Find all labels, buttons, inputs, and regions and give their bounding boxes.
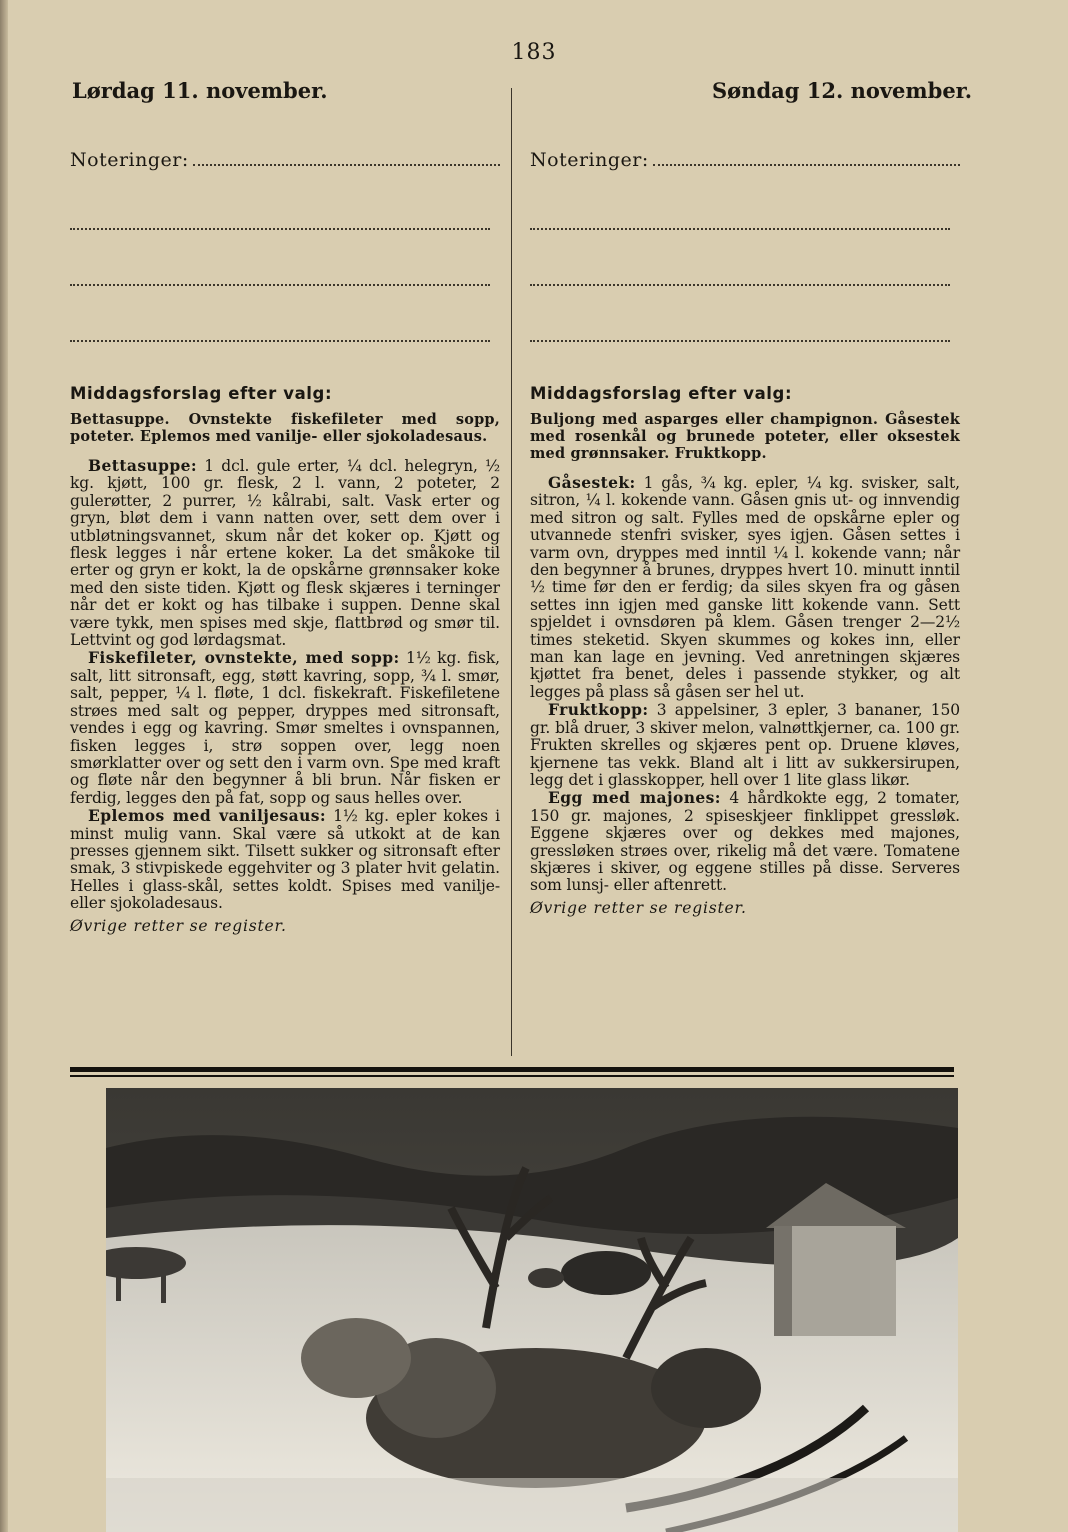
recipe-paragraph [530, 474, 960, 701]
register-note: Øvrige retter se register. [70, 916, 287, 935]
recipe-paragraph [530, 789, 960, 894]
blank-note-line [70, 226, 490, 230]
register-note: Øvrige retter se register. [530, 898, 747, 917]
recipe-body: 4 hårdkokte egg, 2 tomater, 150 gr. majones, 2 spiseskjeer finklippet gressløk. Eggene skjæres over og dekkes med majones, gressløken strøes over, rikelig må det være. Tomatene skjæres i skiver, og eggene stilles på disse. Serveres som lunsj- eller aftenrett. [530, 789, 960, 895]
blank-note-line [70, 282, 490, 286]
recipe-lead: Gåsestek: [548, 473, 636, 492]
recipe-paragraph [70, 457, 500, 649]
recipe-body: 1 gås, ¾ kg. epler, ¼ kg. svisker, salt, sitron, ¼ l. kokende vann. Gåsen gnis ut- og innvendig med sitron og salt. Fylles med de opskårne epler og utvannede stenfri svisker, syes igjen. Gåsen settes i varm ovn, dryppes med inntil ¼ l. kokende vann; når den begynner å brunes, dryppes hvert 10. minutt inntil ½ time før den er ferdig; da siles skyen fra og gåsen settes inn igjen med ganske litt kokende vann. Sett spjeldet i ovnsdøren på klem. Gåsen trenger 2—2½ times steketid. Skyen skummes og kokes inn, eller man kan lage en jevning. Ved anretningen skjæres kjøttet fra benet, deles i passende stykker, og alt legges på plass så gåsen ser hel ut. [530, 474, 960, 701]
recipe-lead: Fiskefileter, ovnstekte, med sopp: [88, 648, 400, 668]
recipe-paragraph [70, 649, 500, 807]
blank-note-line [530, 282, 950, 286]
menu-intro: Bettasuppe. Ovnstekte fiskefileter med sopp, poteter. Eplemos med vanilje- eller sjokoladesaus. [70, 411, 500, 445]
day-title-sunday: Søndag 12. november. [712, 78, 973, 103]
recipe-text [530, 474, 960, 895]
recipe-text [70, 457, 500, 913]
notes-line [530, 148, 960, 174]
page-edge [0, 0, 8, 1532]
menu-heading: Middagsforslag efter valg: [530, 384, 793, 403]
recipe-paragraph [70, 807, 500, 912]
page-number: 183 [511, 40, 557, 65]
recipe-body: 1½ kg. epler kokes i minst mulig vann. Skal være så utkokt at de kan presses gjennem sikt. Tilsett sukker og sitronsaft efter smak, 3 stivpiskede eggehviter og 3 plater hvit gelatin. Helles i glass-skål, settes koldt. Spises med vanilje- eller sjokoladesaus. [70, 807, 500, 913]
recipe-lead: Fruktkopp: [548, 700, 649, 720]
blank-note-line [530, 226, 950, 230]
blank-note-line [70, 338, 490, 342]
recipe-body: 1 dcl. gule erter, ¼ dcl. helegryn, ½ kg. kjøtt, 100 gr. flesk, 2 l. vann, 2 poteter, 2 gulerøtter, 2 purrer, ½ kålrabi, salt. Vask erter og gryn, bløt dem i vann natten over, sett dem over i utbløtningsvannet, skum når det koker op. Kjøtt og flesk legges i når ertene koker. La det småkoke til erter og gryn er kokt, la de opskårne grønnsaker koke med den siste tiden. Kjøtt og flesk skjæres i terninger når det er kokt og has tilbake i suppen. Denne skal være tykk, men spises med skje, flattbrød og smør til. Lettvint og god lørdagsmat. [70, 457, 500, 650]
recipe-lead: Bettasuppe: [88, 456, 197, 475]
recipe-body: 3 appelsiner, 3 epler, 3 bananer, 150 gr. blå druer, 3 skiver melon, valnøttkjerner, ca. 100 gr. Frukten skrelles og skjæres pent op. Druene kløves, kjernene tas vekk. Bland alt i litt av sukkersirupen, legg det i glasskopper, hell over 1 lite glass likør. [530, 701, 960, 789]
day-title-saturday: Lørdag 11. november. [72, 78, 328, 103]
notes-label: Noteringer: [70, 149, 189, 171]
rule-thin [70, 1075, 954, 1077]
sunday-column [530, 148, 960, 917]
recipe-paragraph [530, 701, 960, 789]
recipe-body: 1½ kg. fisk, salt, litt sitronsaft, egg, støtt kavring, sopp, ¾ l. smør, salt, pepper, ¼ l. fløte, 1 dcl. fiskekraft. Fiskefiletene strøes med salt og pepper, dryppes med sitronsaft, vendes i egg og kavring. Smør smeltes i ovnspannen, fisken legges i, strø soppen over, legg noen smørklatter over og sett den i varm ovn. Spe med kraft og fløte når den begynner å bli brun. Når fisken er ferdig, legges den på fat, sopp og saus helles over. [70, 649, 500, 807]
notes-label: Noteringer: [530, 149, 649, 171]
recipe-lead: Egg med majones: [548, 788, 721, 808]
menu-intro: Buljong med asparges eller champignon. Gåsestek med rosenkål og brunede poteter, eller oksestek med grønnsaker. Fruktkopp. [530, 411, 960, 462]
menu-heading: Middagsforslag efter valg: [70, 384, 333, 403]
photo-illustration [106, 1088, 958, 1532]
saturday-column [70, 148, 500, 935]
column-divider [511, 88, 512, 1056]
notes-line [70, 148, 500, 174]
reindeer-sleigh-photo [106, 1088, 958, 1532]
recipe-lead: Eplemos med vaniljesaus: [88, 806, 327, 826]
rule-thick [70, 1067, 954, 1072]
blank-note-line [530, 338, 950, 342]
